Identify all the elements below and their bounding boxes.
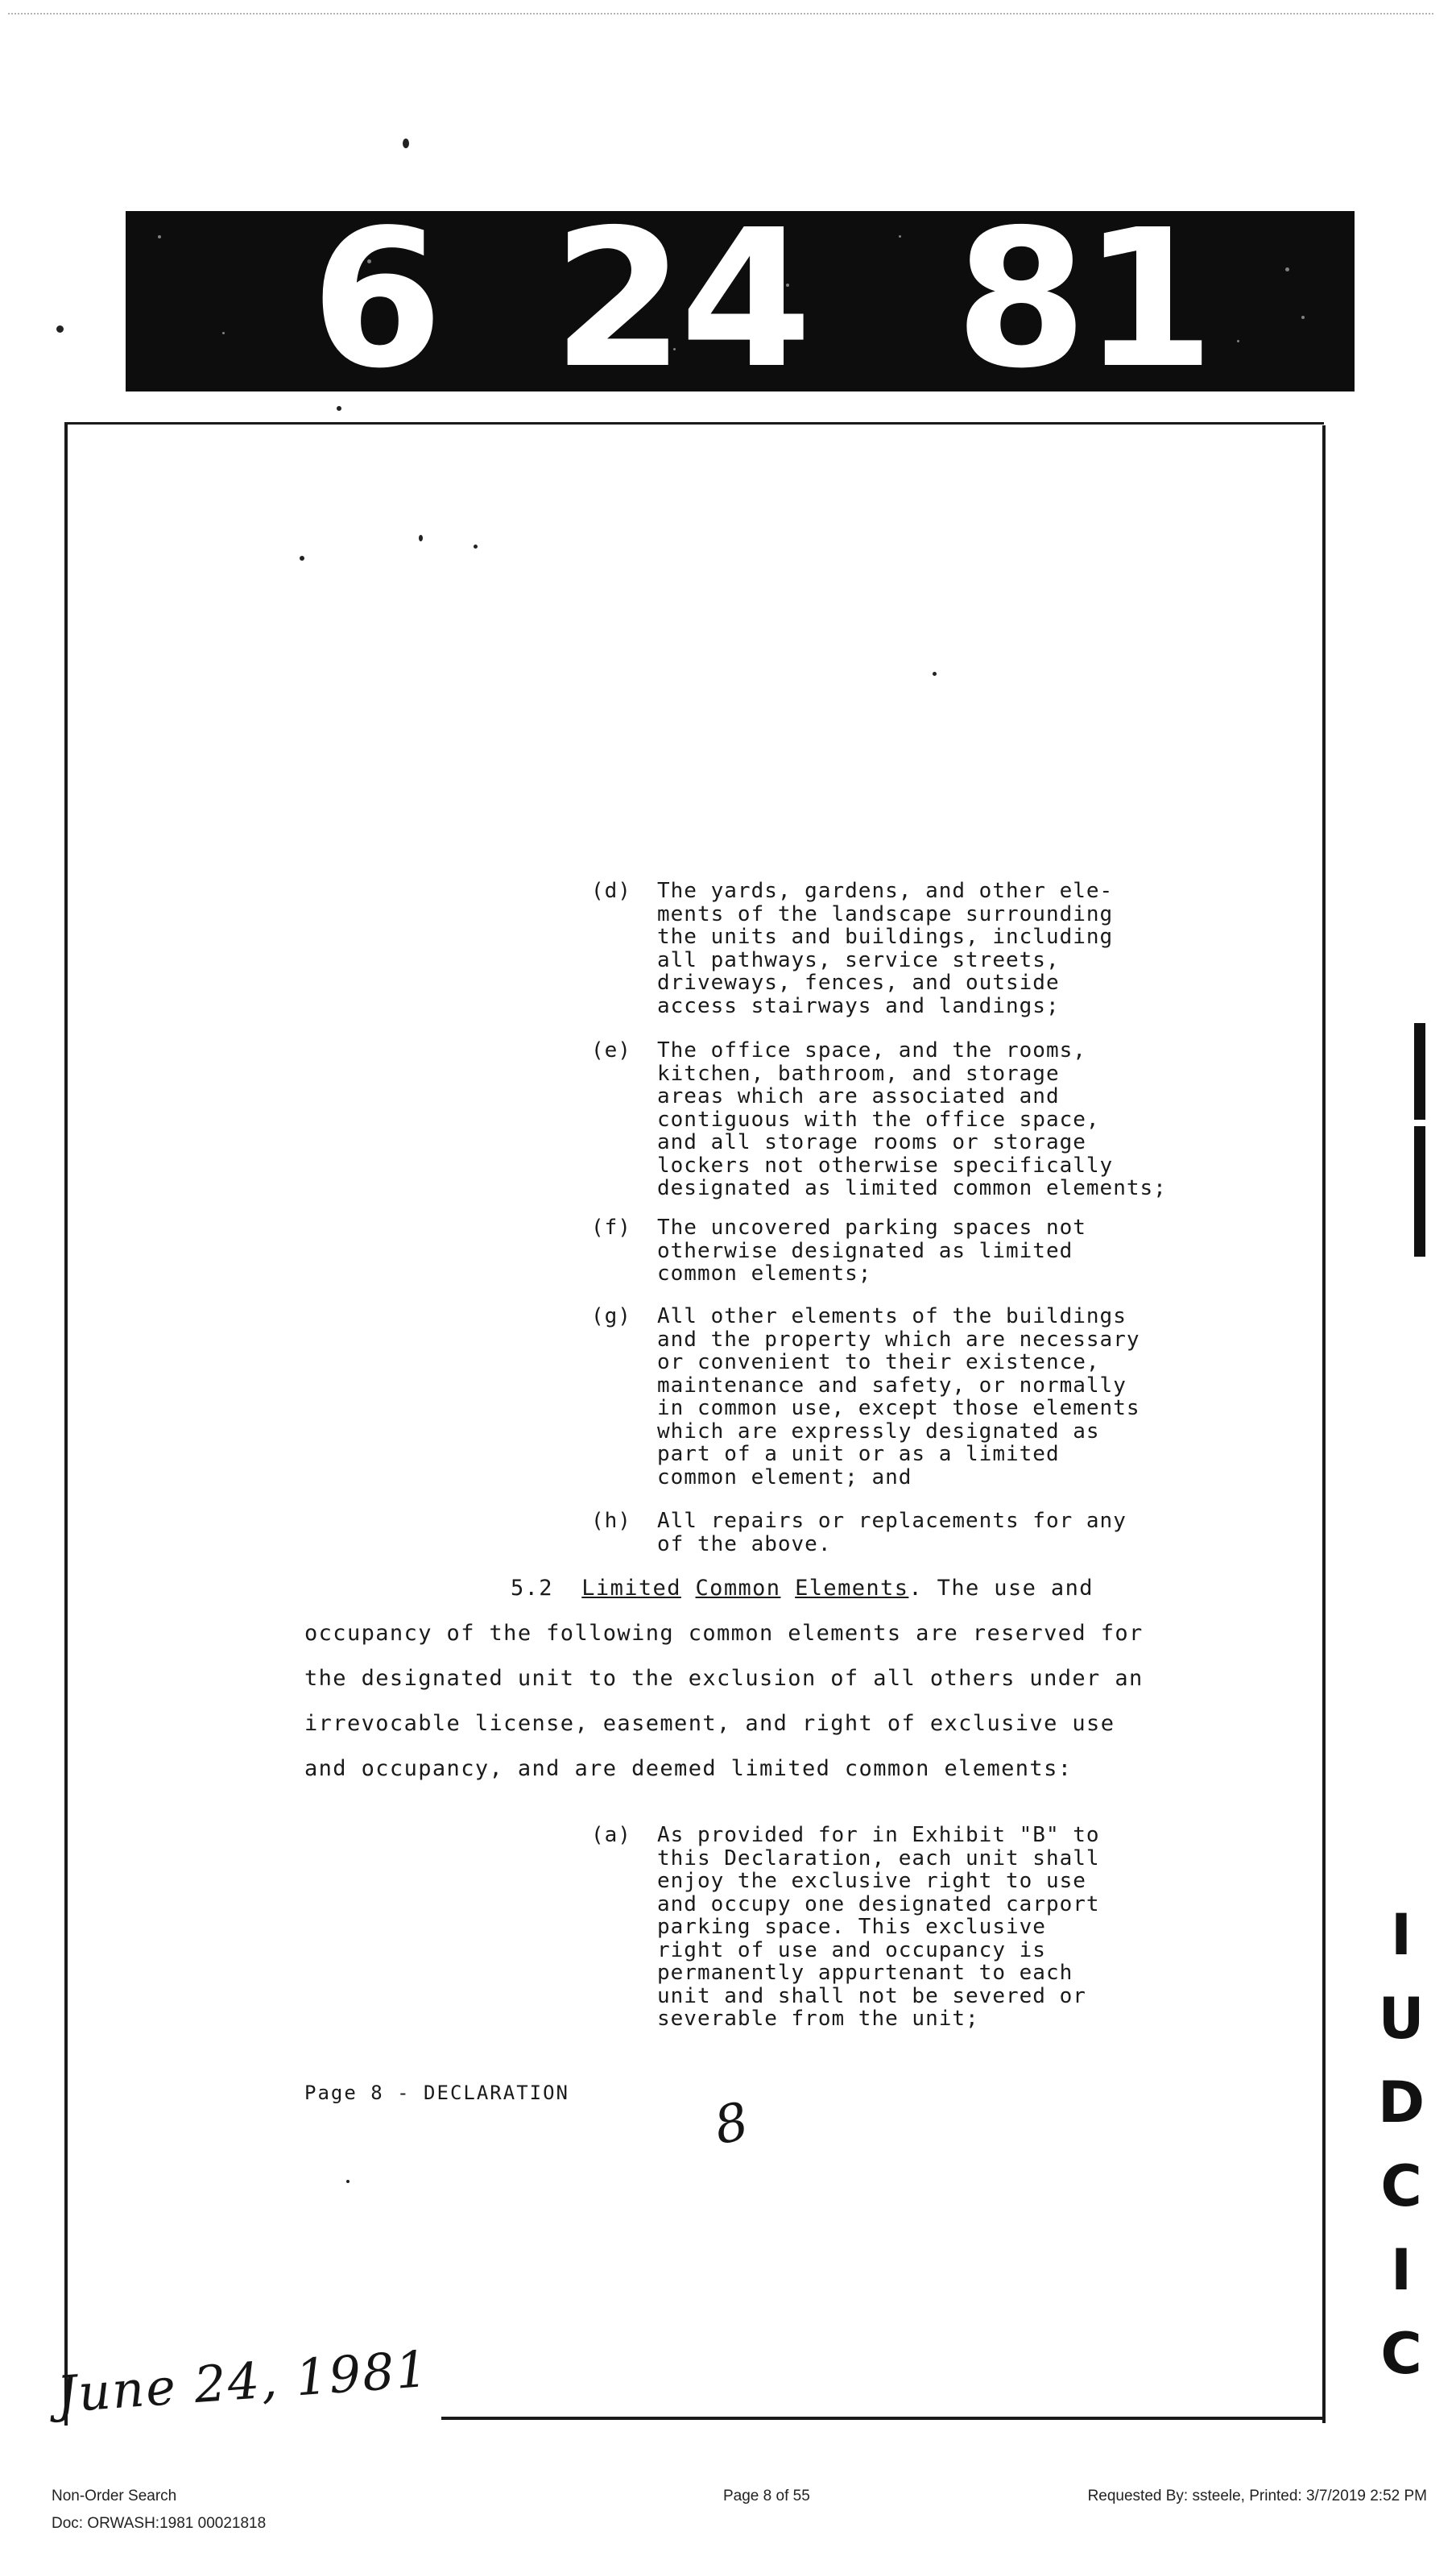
margin-bar-top xyxy=(1414,1023,1425,1120)
footer-requested-by: Requested By: ssteele, Printed: 3/7/2019 2:52 PM xyxy=(1087,2488,1427,2504)
margin-letter: I xyxy=(1390,2237,1413,2303)
paragraph-line: irrevocable license, easement, and right of exclusive use xyxy=(304,1711,1115,1736)
margin-letter: U xyxy=(1378,1986,1425,2052)
margin-letter: I xyxy=(1390,1902,1413,1968)
list-item-text: All other elements of the buildings and the property which are necessary or convenient to their existence, maintenance and safety, or normally in common use, except those elements which are expressly designated as part of a unit or as a limited common element; and xyxy=(657,1304,1140,1489)
document-frame-right-edge xyxy=(1322,425,1326,2423)
list-item-label: (e) xyxy=(591,1038,631,1063)
section-heading-word: Limited xyxy=(581,1576,681,1601)
margin-bar-bottom xyxy=(1414,1126,1425,1257)
list-item-label: (g) xyxy=(591,1304,631,1328)
list-item-label: (a) xyxy=(591,1823,631,1847)
section-number: 5.2 xyxy=(511,1576,553,1601)
list-item-label: (f) xyxy=(591,1216,631,1240)
handwritten-page-number: 8 xyxy=(709,2091,754,2157)
date-stamp xyxy=(126,211,1355,392)
margin-letter: C xyxy=(1380,2153,1422,2219)
margin-document-number xyxy=(1377,1893,1425,2396)
list-item-text: The yards, gardens, and other ele- ments of the landscape surrounding the units and buildings, including all pathways, service streets, driveways, fences, and outside access stairways and landings; xyxy=(657,879,1114,1018)
list-item-text: All repairs or replacements for any of the above. xyxy=(657,1509,1127,1556)
footer-page-count: Page 8 of 55 xyxy=(723,2488,810,2504)
stamp-day: 24 xyxy=(552,211,808,392)
list-item-label: (h) xyxy=(591,1509,631,1533)
list-item-text: The uncovered parking spaces not otherwise designated as limited common elements; xyxy=(657,1216,1086,1286)
paragraph-line: and occupancy, and are deemed limited common elements: xyxy=(304,1756,1073,1781)
document-frame-bottom-edge xyxy=(441,2417,1326,2420)
footer-search-type: Non-Order Search xyxy=(52,2488,177,2504)
list-item-label: (d) xyxy=(591,879,631,903)
list-item-text: The office space, and the rooms, kitchen, bathroom, and storage areas which are associated and contiguous with the office space, and all storage rooms or storage lockers not otherwise specifically designated as limited common elements; xyxy=(657,1038,1167,1200)
handwritten-date: June 24, 1981 xyxy=(55,2339,432,2425)
margin-letter: C xyxy=(1380,2321,1422,2387)
section-heading-line xyxy=(511,1576,1094,1601)
section-heading-word: Common xyxy=(695,1576,781,1601)
section-heading-word: Elements xyxy=(795,1576,909,1601)
margin-letter: D xyxy=(1377,2069,1425,2136)
list-item-text: As provided for in Exhibit "B" to this Declaration, each unit shall enjoy the exclusive right to use and occupy one designated carport parking space. This exclusive right of use and occupancy is permanently appurtenant to each unit and shall not be severed or severable from the unit; xyxy=(657,1823,1100,2031)
stamp-year: 81 xyxy=(955,211,1210,392)
scan-top-edge xyxy=(8,13,1433,19)
footer-document-id: Doc: ORWASH:1981 00021818 xyxy=(52,2515,267,2532)
paragraph-line: occupancy of the following common elements are reserved for xyxy=(304,1621,1144,1646)
section-heading-rest: . The use and xyxy=(908,1576,1094,1601)
paragraph-line: the designated unit to the exclusion of all others under an xyxy=(304,1666,1144,1691)
stamp-month: 6 xyxy=(311,211,439,392)
page-footer-label: Page 8 - DECLARATION xyxy=(304,2082,569,2104)
